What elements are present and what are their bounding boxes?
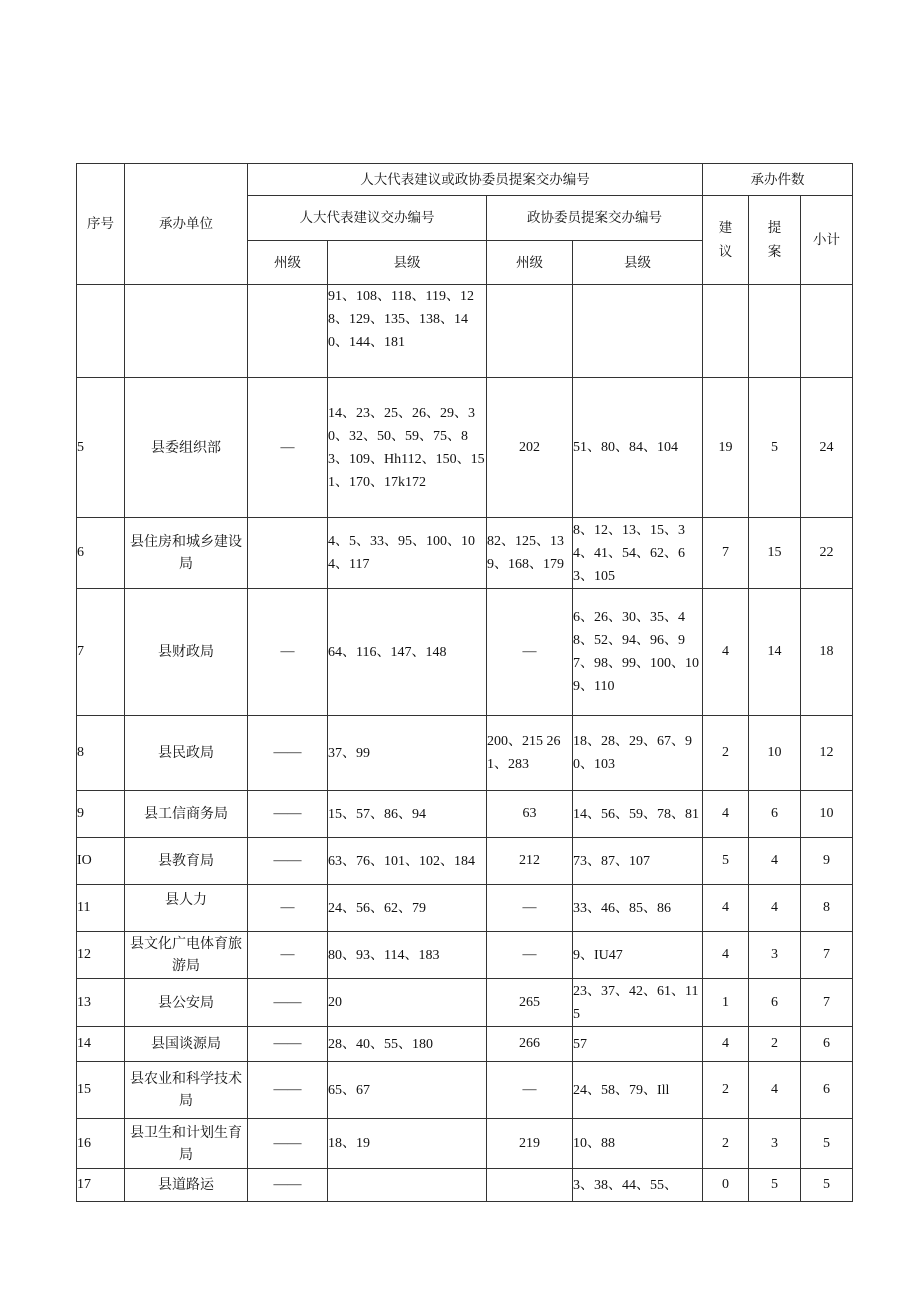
header-cppcc-codes: 政协委员提案交办编号 — [487, 196, 703, 241]
cell-cppcc-prefecture: 219 — [487, 1119, 573, 1169]
cell-npc-prefecture: —— — [248, 1169, 328, 1202]
cell-npc-county: 28、40、55、180 — [328, 1027, 487, 1062]
cell-proposal-count: 2 — [749, 1027, 801, 1062]
cell-npc-county: 18、19 — [328, 1119, 487, 1169]
cell-npc-county — [328, 1169, 487, 1202]
cell-npc-county: 37、99 — [328, 716, 487, 791]
cell-suggestion-count: 4 — [703, 589, 749, 716]
cell-proposal-count: 15 — [749, 518, 801, 589]
cell-cppcc-prefecture: 202 — [487, 378, 573, 518]
assignment-table — [76, 163, 853, 1202]
table-row — [77, 1169, 853, 1202]
header-seq: 序号 — [77, 164, 125, 285]
table-row — [77, 1119, 853, 1169]
cell-npc-county: 91、108、118、119、128、129、135、138、140、144、181 — [328, 285, 487, 378]
cell-seq: 6 — [77, 518, 125, 589]
cell-proposal-count: 5 — [749, 378, 801, 518]
cell-suggestion-count: 1 — [703, 979, 749, 1027]
cell-cppcc-county: 8、12、13、15、34、41、54、62、63、105 — [573, 518, 703, 589]
cell-cppcc-county: 57 — [573, 1027, 703, 1062]
cell-unit: 县人力 — [125, 885, 248, 932]
header-cppcc-prefecture: 州级 — [487, 241, 573, 285]
cell-suggestion-count: 4 — [703, 885, 749, 932]
cell-suggestion-count: 0 — [703, 1169, 749, 1202]
cell-subtotal: 9 — [801, 838, 853, 885]
cell-proposal-count: 6 — [749, 791, 801, 838]
cell-proposal-count: 3 — [749, 1119, 801, 1169]
cell-seq: 12 — [77, 932, 125, 979]
table-row — [77, 716, 853, 791]
cell-npc-prefecture: —— — [248, 838, 328, 885]
cell-npc-county: 15、57、86、94 — [328, 791, 487, 838]
cell-unit: 县工信商务局 — [125, 791, 248, 838]
cell-subtotal: 10 — [801, 791, 853, 838]
cell-proposal-count: 4 — [749, 1062, 801, 1119]
cell-proposal-count: 14 — [749, 589, 801, 716]
cell-seq: 7 — [77, 589, 125, 716]
cell-suggestion-count: 2 — [703, 716, 749, 791]
cell-subtotal: 7 — [801, 932, 853, 979]
header-proposal: 提 案 — [749, 196, 801, 285]
cell-cppcc-county: 24、58、79、Ill — [573, 1062, 703, 1119]
cell-suggestion-count: 2 — [703, 1062, 749, 1119]
cell-npc-county: 14、23、25、26、29、30、32、50、59、75、83、109、Hh112、150、151、170、17k172 — [328, 378, 487, 518]
cell-suggestion-count: 19 — [703, 378, 749, 518]
cell-seq: 14 — [77, 1027, 125, 1062]
cell-subtotal: 6 — [801, 1062, 853, 1119]
cell-npc-county: 24、56、62、79 — [328, 885, 487, 932]
cell-unit: 县民政局 — [125, 716, 248, 791]
cell-unit — [125, 285, 248, 378]
header-unit: 承办单位 — [125, 164, 248, 285]
header-cppcc-county: 县级 — [573, 241, 703, 285]
cell-suggestion-count: 2 — [703, 1119, 749, 1169]
table-row — [77, 285, 853, 378]
cell-cppcc-county: 3、38、44、55、 — [573, 1169, 703, 1202]
cell-npc-prefecture: —— — [248, 979, 328, 1027]
cell-seq: 16 — [77, 1119, 125, 1169]
cell-npc-prefecture: —— — [248, 716, 328, 791]
cell-cppcc-prefecture: 266 — [487, 1027, 573, 1062]
cell-subtotal: 8 — [801, 885, 853, 932]
table-row — [77, 378, 853, 518]
cell-seq — [77, 285, 125, 378]
cell-suggestion-count: 7 — [703, 518, 749, 589]
cell-seq: 9 — [77, 791, 125, 838]
cell-cppcc-county: 10、88 — [573, 1119, 703, 1169]
cell-seq: 11 — [77, 885, 125, 932]
cell-npc-county: 63、76、101、102、184 — [328, 838, 487, 885]
header-subtotal: 小计 — [801, 196, 853, 285]
header-suggestion: 建 议 — [703, 196, 749, 285]
cell-subtotal — [801, 285, 853, 378]
cell-unit: 县住房和城乡建设局 — [125, 518, 248, 589]
cell-cppcc-prefecture: 265 — [487, 979, 573, 1027]
cell-cppcc-prefecture: 200、215 261、283 — [487, 716, 573, 791]
table-row — [77, 979, 853, 1027]
cell-cppcc-prefecture: 212 — [487, 838, 573, 885]
header-npc-county: 县级 — [328, 241, 487, 285]
table-row — [77, 791, 853, 838]
cell-cppcc-prefecture: — — [487, 589, 573, 716]
cell-unit: 县农业和科学技术局 — [125, 1062, 248, 1119]
cell-suggestion-count — [703, 285, 749, 378]
cell-cppcc-prefecture — [487, 1169, 573, 1202]
cell-unit: 县公安局 — [125, 979, 248, 1027]
cell-npc-county: 4、5、33、95、100、104、117 — [328, 518, 487, 589]
cell-cppcc-county: 51、80、84、104 — [573, 378, 703, 518]
cell-proposal-count: 10 — [749, 716, 801, 791]
cell-cppcc-county: 73、87、107 — [573, 838, 703, 885]
cell-cppcc-county: 23、37、42、61、115 — [573, 979, 703, 1027]
cell-subtotal: 6 — [801, 1027, 853, 1062]
cell-proposal-count: 5 — [749, 1169, 801, 1202]
cell-npc-county: 20 — [328, 979, 487, 1027]
cell-cppcc-prefecture: 63 — [487, 791, 573, 838]
cell-cppcc-county: 33、46、85、86 — [573, 885, 703, 932]
table-row — [77, 932, 853, 979]
cell-subtotal: 5 — [801, 1169, 853, 1202]
cell-npc-county: 64、116、147、148 — [328, 589, 487, 716]
table-row — [77, 1062, 853, 1119]
header-group-codes: 人大代表建议或政协委员提案交办编号 — [248, 164, 703, 196]
cell-suggestion-count: 4 — [703, 791, 749, 838]
cell-subtotal: 7 — [801, 979, 853, 1027]
cell-subtotal: 22 — [801, 518, 853, 589]
table-row — [77, 518, 853, 589]
cell-proposal-count: 6 — [749, 979, 801, 1027]
cell-cppcc-prefecture — [487, 285, 573, 378]
cell-seq: 8 — [77, 716, 125, 791]
cell-suggestion-count: 5 — [703, 838, 749, 885]
cell-subtotal: 18 — [801, 589, 853, 716]
cell-cppcc-county — [573, 285, 703, 378]
cell-npc-prefecture: —— — [248, 791, 328, 838]
table-row — [77, 1027, 853, 1062]
cell-proposal-count: 4 — [749, 838, 801, 885]
cell-subtotal: 5 — [801, 1119, 853, 1169]
cell-unit: 县财政局 — [125, 589, 248, 716]
cell-unit: 县卫生和计划生育局 — [125, 1119, 248, 1169]
cell-unit: 县国谈源局 — [125, 1027, 248, 1062]
cell-npc-prefecture: —— — [248, 1062, 328, 1119]
cell-unit: 县教育局 — [125, 838, 248, 885]
cell-npc-prefecture — [248, 518, 328, 589]
cell-cppcc-county: 18、28、29、67、90、103 — [573, 716, 703, 791]
cell-npc-prefecture — [248, 285, 328, 378]
cell-cppcc-prefecture: — — [487, 1062, 573, 1119]
cell-npc-prefecture: —— — [248, 1027, 328, 1062]
cell-cppcc-county: 14、56、59、78、81 — [573, 791, 703, 838]
cell-cppcc-prefecture: — — [487, 932, 573, 979]
cell-cppcc-prefecture: 82、125、139、168、179 — [487, 518, 573, 589]
cell-subtotal: 12 — [801, 716, 853, 791]
header-group-counts: 承办件数 — [703, 164, 853, 196]
cell-cppcc-prefecture: — — [487, 885, 573, 932]
cell-unit: 县委组织部 — [125, 378, 248, 518]
header-npc-codes: 人大代表建议交办编号 — [248, 196, 487, 241]
cell-seq: 5 — [77, 378, 125, 518]
cell-npc-county: 80、93、114、183 — [328, 932, 487, 979]
cell-proposal-count: 4 — [749, 885, 801, 932]
cell-unit: 县道路运 — [125, 1169, 248, 1202]
cell-unit: 县文化广电体育旅游局 — [125, 932, 248, 979]
cell-npc-prefecture: — — [248, 932, 328, 979]
cell-npc-prefecture: — — [248, 885, 328, 932]
cell-seq: IO — [77, 838, 125, 885]
cell-cppcc-county: 9、IU47 — [573, 932, 703, 979]
cell-suggestion-count: 4 — [703, 932, 749, 979]
cell-npc-county: 65、67 — [328, 1062, 487, 1119]
table-row — [77, 589, 853, 716]
cell-npc-prefecture: — — [248, 589, 328, 716]
cell-seq: 17 — [77, 1169, 125, 1202]
cell-proposal-count: 3 — [749, 932, 801, 979]
cell-seq: 13 — [77, 979, 125, 1027]
table-row — [77, 885, 853, 932]
cell-proposal-count — [749, 285, 801, 378]
cell-subtotal: 24 — [801, 378, 853, 518]
table-row — [77, 838, 853, 885]
cell-cppcc-county: 6、26、30、35、48、52、94、96、97、98、99、100、109、110 — [573, 589, 703, 716]
cell-npc-prefecture: —— — [248, 1119, 328, 1169]
cell-suggestion-count: 4 — [703, 1027, 749, 1062]
cell-seq: 15 — [77, 1062, 125, 1119]
header-npc-prefecture: 州级 — [248, 241, 328, 285]
cell-npc-prefecture: — — [248, 378, 328, 518]
